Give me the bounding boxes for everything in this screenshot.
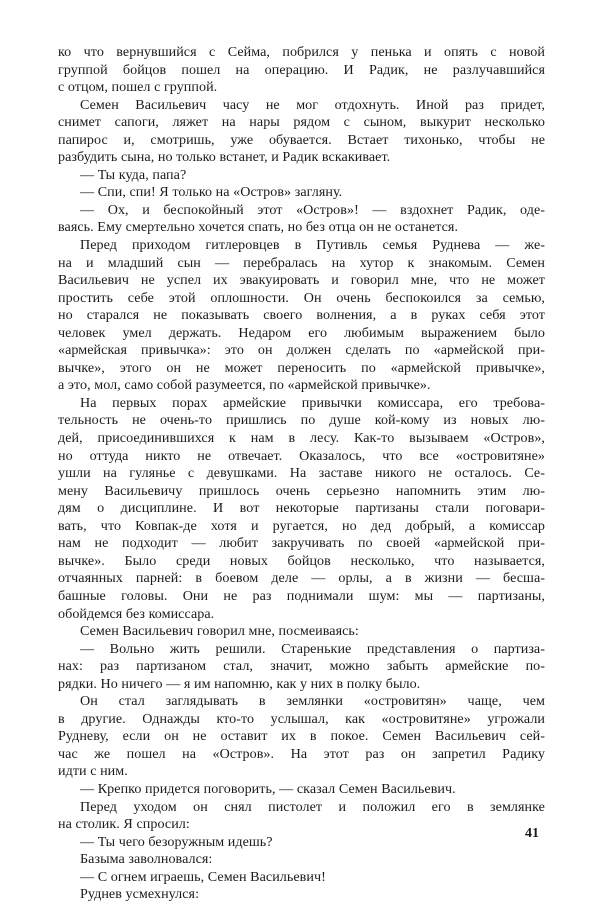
text-line: отчаянных парней: в боевом деле — орлы, а в жизни — бесша- xyxy=(58,570,545,587)
text-line: нах: раз партизаном стал, значит, можно забыть армейские по- xyxy=(58,658,545,675)
text-line: на и младший сын — перебралась на хутор к знакомым. Семен xyxy=(58,254,545,271)
page-number: 41 xyxy=(525,826,539,841)
text-line: — С огнем играешь, Семен Васильевич! xyxy=(80,868,326,885)
text-line: группой бойцов пошел на операцию. И Радик, не разлучавшийся xyxy=(58,61,545,78)
text-line: — Спи, спи! Я только на «Остров» загляну. xyxy=(80,184,343,201)
text-line: — Ты чего безоружным идешь? xyxy=(80,833,273,850)
text-line: но старался не показывать своего волнения, а в руках себя этот xyxy=(58,307,545,324)
text-line: обойдемся без комиссара. xyxy=(58,605,215,622)
text-line: в другие. Однажды кто-то услышал, как «островитяне» угрожали xyxy=(58,710,545,727)
text-line: Базыма заволновался: xyxy=(80,851,213,868)
text-line: Перед уходом он снял пистолет и положил его в землянке xyxy=(80,798,545,815)
text-line: Руднев усмехнулся: xyxy=(80,886,200,903)
text-line: башные головы. Они не раз поднимали шум: мы — партизаны, xyxy=(58,587,545,604)
text-line: папирос и, смотришь, уже обувается. Встает тихонько, чтобы не xyxy=(58,131,545,148)
text-line: час же пошел на «Остров». На этот раз он запретил Радику xyxy=(58,745,545,762)
text-line: вычке». Было среди новых бойцов несколько, что называется, xyxy=(58,552,545,569)
text-line: — Ох, и беспокойный этот «Остров»! — вздохнет Радик, оде- xyxy=(80,201,545,218)
text-line: Он стал заглядывать в землянки «островитян» чаще, чем xyxy=(80,693,545,710)
text-line: но оттуда никто не отвечает. Оказалось, что все «островитяне» xyxy=(58,447,545,464)
text-line: на столик. Я спросил: xyxy=(58,816,190,833)
text-line: — Крепко придется поговорить, — сказал Семен Васильевич. xyxy=(80,780,456,797)
text-line: дям о дисциплине. И вот некоторые партизаны стали поговари- xyxy=(58,500,545,517)
text-line: тельность не очень-то пришлись по душе кой-кому из новых лю- xyxy=(58,412,545,429)
text-line: снимет сапоги, ляжет на нары рядом с сыном, выкурит несколько xyxy=(58,114,545,131)
text-line: с отцом, пошел с группой. xyxy=(58,79,218,96)
text-line: Семен Васильевич часу не мог отдохнуть. Иной раз придет, xyxy=(80,96,545,113)
text-line: Перед приходом гитлеровцев в Путивль семья Руднева — же- xyxy=(80,237,545,254)
text-line: дей, присоединившихся к нам в лесу. Как-то вызываем «Остров», xyxy=(58,430,545,447)
text-line: Рудневу, если он не оставит их в покое. Семен Васильевич сей- xyxy=(58,728,545,745)
text-line: простить себе этой оплошности. Он очень беспокоился за семью, xyxy=(58,289,545,306)
text-line: Васильевич не успел их эвакуировать и говорил мне, что не может xyxy=(58,272,545,289)
text-line: «армейская привычка»: это он должен сделать по «армейской при- xyxy=(58,342,545,359)
text-line: Семен Васильевич говорил мне, посмеиваясь: xyxy=(80,623,359,640)
text-line: ушли на гулянье с девушками. На заставе никого не осталось. Се- xyxy=(58,465,545,482)
text-line: ваясь. Ему смертельно хочется спать, но без отца он не останется. xyxy=(58,219,459,236)
text-line: вать, что Ковпак-де хотя и ругается, но дед добрый, а комиссар xyxy=(58,517,545,534)
text-line: вычке», этого он не может переносить по «армейской привычке», xyxy=(58,359,545,376)
text-line: рядки. Но ничего — я им напомню, как у них в полку было. xyxy=(58,675,421,692)
text-line: ко что вернувшийся с Сейма, побрился у пенька и опять с новой xyxy=(58,44,545,60)
text-line: — Вольно жить решили. Старенькие представления о партиза- xyxy=(80,640,545,657)
text-line: мену Васильевичу пришлось очень серьезно напомнить этим лю- xyxy=(58,482,545,499)
text-line: нам не подходит — любит закручивать по своей «армейской при- xyxy=(58,535,545,552)
text-line: На первых порах армейские привычки комиссара, его требова- xyxy=(80,394,545,411)
text-line: а это, мол, само собой разумеется, по «армейской привычке». xyxy=(58,377,431,394)
text-line: идти с ним. xyxy=(58,763,128,780)
text-line: человек умел держать. Недаром его любимым выражением было xyxy=(58,324,545,341)
book-page-text xyxy=(58,44,545,904)
text-line: — Ты куда, папа? xyxy=(80,166,187,183)
text-line: разбудить сына, но только встанет, и Радик вскакивает. xyxy=(58,149,391,166)
